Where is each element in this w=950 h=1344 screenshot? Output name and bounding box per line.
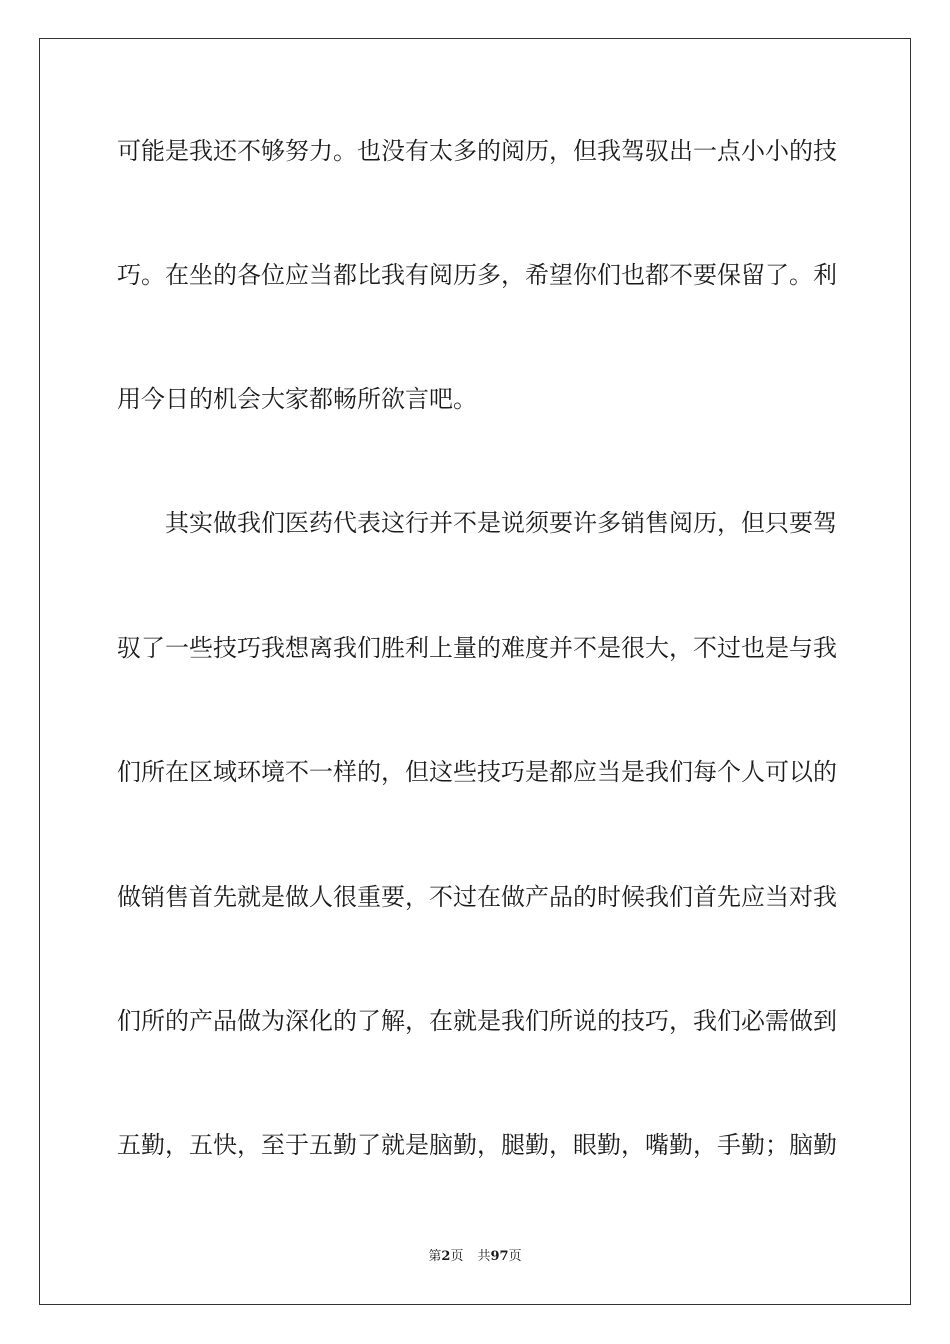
paragraph-line-6: 们所在区域环境不一样的，但这些技巧是都应当是我们每个人可以的 xyxy=(117,758,837,786)
paragraph-line-9: 五勤，五快，至于五勤了就是脑勤，腿勤，眼勤，嘴勤，手勤；脑勤 xyxy=(117,1131,837,1159)
footer-total-suffix: 页 xyxy=(508,1249,522,1264)
footer-page-prefix: 第 xyxy=(428,1249,442,1264)
footer-page-suffix: 页 xyxy=(450,1249,464,1264)
paragraph-line-3: 用今日的机会大家都畅所欲言吧。 xyxy=(117,385,477,413)
paragraph-line-4: 其实做我们医药代表这行并不是说须要许多销售阅历，但只要驾 xyxy=(165,509,837,537)
page-border xyxy=(39,38,911,1305)
paragraph-line-1: 可能是我还不够努力。也没有太多的阅历，但我驾驭出一点小小的技 xyxy=(117,137,837,165)
footer-total-prefix: 共 xyxy=(477,1249,491,1264)
paragraph-line-8: 们所的产品做为深化的了解，在就是我们所说的技巧，我们必需做到 xyxy=(117,1007,837,1035)
paragraph-line-2: 巧。在坐的各位应当都比我有阅历多，希望你们也都不要保留了。利 xyxy=(117,261,837,289)
footer-page-number: 2 xyxy=(441,1249,451,1264)
paragraph-line-7: 做销售首先就是做人很重要，不过在做产品的时候我们首先应当对我 xyxy=(117,883,837,911)
page-footer xyxy=(0,1248,950,1266)
paragraph-line-5: 驭了一些技巧我想离我们胜利上量的难度并不是很大，不过也是与我 xyxy=(117,634,837,662)
footer-total-pages: 97 xyxy=(490,1249,509,1264)
